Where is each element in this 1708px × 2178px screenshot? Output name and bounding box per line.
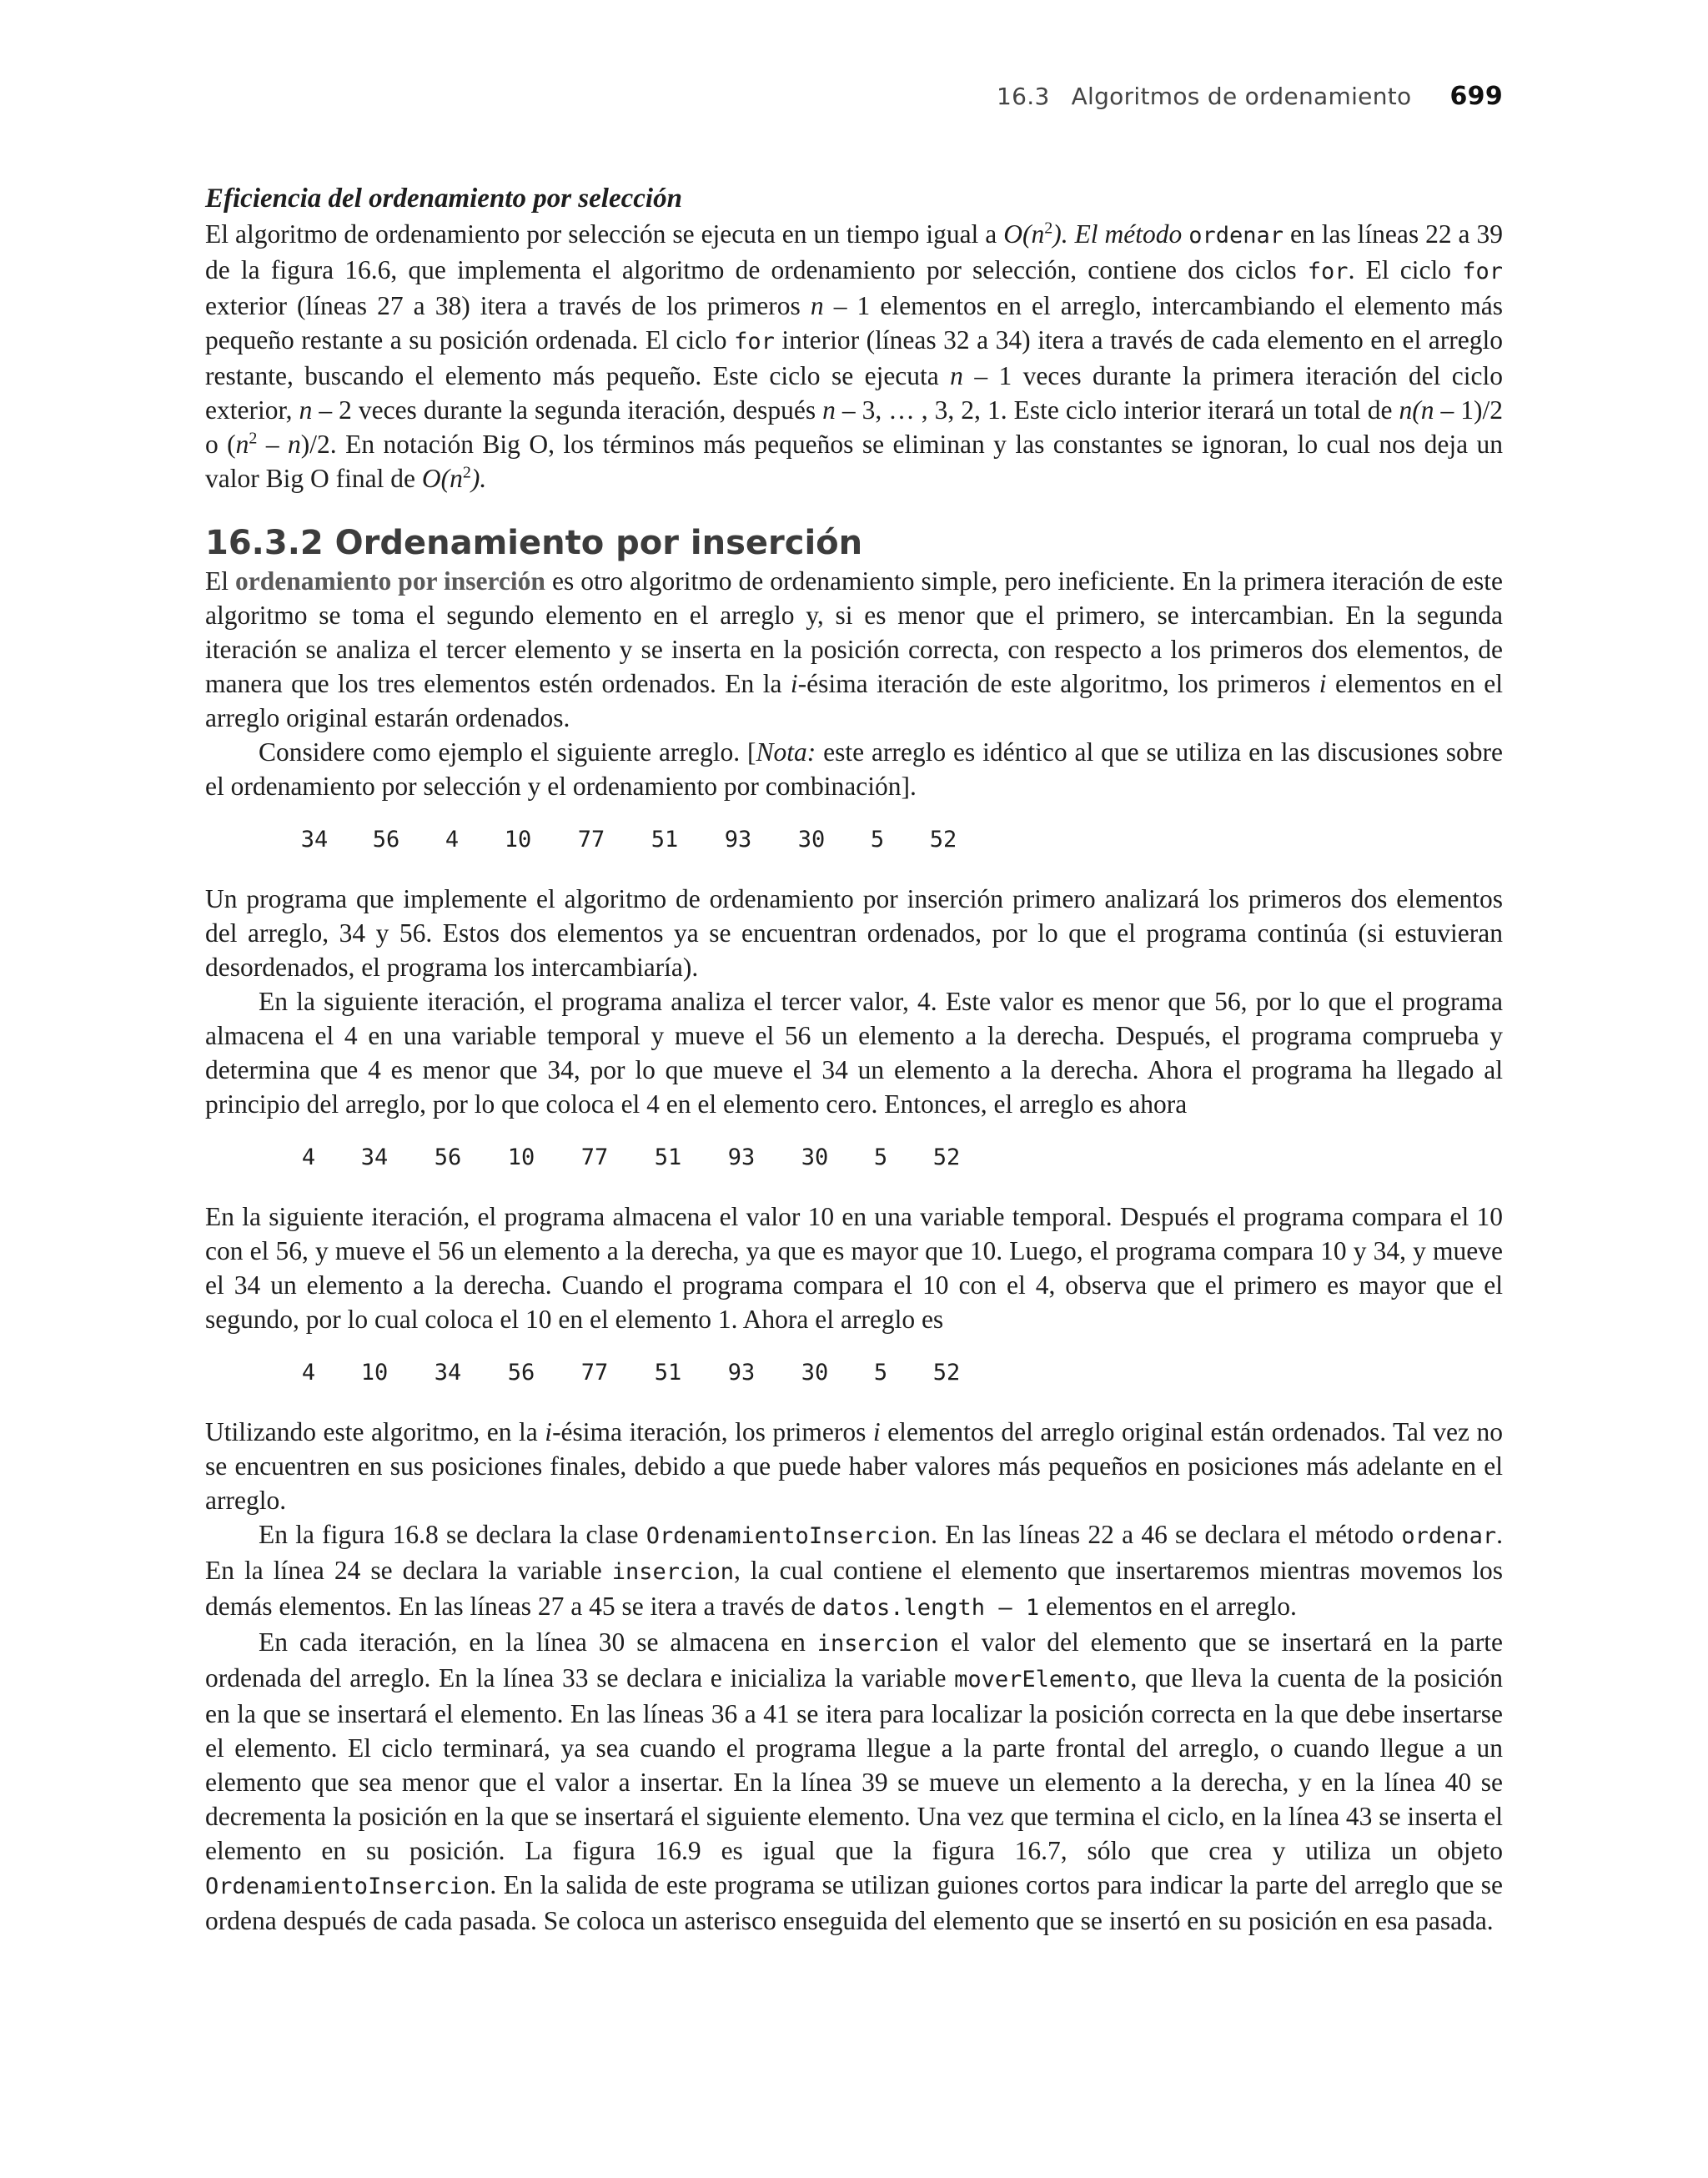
array-cell: 5 (870, 827, 885, 853)
array-cell: 30 (801, 1144, 829, 1170)
array-cell: 52 (932, 1360, 961, 1386)
array-cell: 51 (654, 1144, 682, 1170)
array-cell: 10 (360, 1360, 389, 1386)
array-cell: 30 (801, 1360, 829, 1386)
array-cell: 77 (580, 1144, 609, 1170)
array-cell: 30 (797, 827, 826, 853)
paragraph-selection-efficiency: El algoritmo de ordenamiento por selección se ejecuta en un tiempo igual a $O(n^2)$. El método ordenar en las líneas 22 a 39 de la figura 16.6, que implementa el algoritmo de ordenamiento por selección, contiene dos ciclos for. El ciclo for exterior (líneas 27 a 38) itera a través de los primeros n – 1 elementos en el arreglo, intercambiando el elemento más pequeño restante a su posición ordenada. El ciclo for interior (líneas 32 a 34) itera a través de cada elemento en el arreglo restante, buscando el elemento más pequeño. Este ciclo se ejecuta n – 1 veces durante la primera iteración del ciclo exterior, n – 2 veces durante la segunda iteración, después n – 3, … , 3, 2, 1. Este ciclo interior iterará un total de n(n – 1)/2 o $(n^2 - n)/2$. En notación Big O, los términos más pequeños se eliminan y las constantes se ignoran, lo cual nos deja un valor Big O final de $O(n^2)$. (205, 219, 1504, 493)
array-cell: 93 (727, 1360, 756, 1386)
key-term: ordenamiento por inserción (235, 566, 545, 596)
array-cell: 34 (300, 827, 329, 853)
paragraph-each-iteration: En cada iteración, en la línea 30 se almacena en insercion el valor del elemento que se insertará en la parte ordenada del arreglo. En la línea 33 se declara e inicializa la variable moverElemento, que lleva la cuenta de la posición en la que se insertará el elemento. En las líneas 36 a 41 se itera para localizar la posición correcta en la que debe insertarse el elemento. El ciclo terminará, ya sea cuando el programa llegue a la parte frontal del arreglo, o cuando llegue a un elemento que sea menor que el valor a insertar. En la línea 39 se mueve un elemento a la derecha, y en la línea 40 se decrementa la posición en la que se insertará el siguiente elemento. Una vez que termina el ciclo, en la línea 43 se inserta el elemento en su posición. La figura 16.9 es igual que la figura 16.7, sólo que crea y utiliza un objeto OrdenamientoInsercion. En la salida de este programa se utilizan guiones cortos para indicar la parte del arreglo que se ordena después de cada pasada. Se coloca un asterisco enseguida del elemento que se insertó en su posición en esa pasada. (205, 1627, 1503, 1935)
array-cell: 77 (580, 1360, 609, 1386)
array-cell: 56 (372, 827, 400, 853)
section-heading: 16.3.2 Ordenamiento por inserción (205, 524, 863, 562)
running-header (992, 82, 1503, 111)
paragraph-third-iteration: En la siguiente iteración, el programa almacena el valor 10 en una variable temporal. Después el programa compara el 10 con el 56, y mueve el 56 un elemento a la derecha, ya que es mayor que 10. Luego, el programa compara 10 y 34, y mueve el 34 un elemento a la derecha. Cuando el programa compara el 10 con el 4, observa que el primero es mayor que el segundo, por lo cual coloca el 10 en el elemento 1. Ahora el arreglo es (205, 1202, 1503, 1334)
paragraph-figure-16-8: En la figura 16.8 se declara la clase OrdenamientoInsercion. En las líneas 22 a 46 se declara el método ordenar. En la línea 24 se declara la variable insercion, la cual contiene el elemento que insertaremos mientras movemos los demás elementos. En las líneas 27 a 45 se itera a través de datos.length – 1 elementos en el arreglo. (205, 1520, 1504, 1621)
array-cell: 4 (445, 827, 460, 853)
subsection-heading: Eficiencia del ordenamiento por selección (205, 184, 682, 214)
array-cell: 10 (507, 1144, 535, 1170)
array-cell: 93 (727, 1144, 756, 1170)
array-cell: 52 (932, 1144, 961, 1170)
array-after-second (294, 1143, 1503, 1173)
array-cell: 56 (507, 1360, 535, 1386)
array-cell: 93 (724, 827, 752, 853)
paragraph-first-iteration: Un programa que implemente el algoritmo de ordenamiento por inserción primero analizará los primeros dos elementos del arreglo, 34 y 56. Estos dos elementos ya se encuentran ordenados, por lo que el programa continúa (si estuvieran desordenados, el programa los intercambiaría). (205, 884, 1503, 982)
header-section-number: 16.3 (997, 83, 1050, 110)
paragraph-second-iteration: En la siguiente iteración, el programa analiza el tercer valor, 4. Este valor es menor que 56, por lo que el programa almacena el 4 en una variable temporal y mueve el 56 un elemento a la derecha. Después, el programa comprueba y determina que 4 es menor que 34, por lo que mueve el 34 un elemento a la derecha. Ahora el programa ha llegado al principio del arreglo, por lo que coloca el 4 en el elemento cero. Entonces, el arreglo es ahora (205, 987, 1503, 1119)
array-cell: 10 (504, 827, 532, 853)
array-after-third (294, 1358, 1503, 1388)
array-cell: 52 (929, 827, 957, 853)
array-cell: 51 (651, 827, 679, 853)
array-cell: 5 (873, 1144, 888, 1170)
paragraph-example: Considere como ejemplo el siguiente arreglo. [Nota: este arreglo es idéntico al que se utiliza en las discusiones sobre el ordenamiento por selección y el ordenamiento por combinación]. (205, 737, 1503, 801)
array-cell: 77 (577, 827, 605, 853)
array-cell: 34 (434, 1360, 462, 1386)
array-initial (294, 825, 1503, 855)
paragraph-insertion-intro: El ordenamiento por inserción es otro algoritmo de ordenamiento simple, pero ineficiente. En la primera iteración de este algoritmo se toma el segundo elemento en el arreglo y, si es menor que el primero, se intercambian. En la segunda iteración se analiza el tercer elemento y se inserta en la posición correcta, con respecto a los primeros dos elementos, de manera que los tres elementos estén ordenados. En la i-ésima iteración de este algoritmo, los primeros i elementos en el arreglo original estarán ordenados. (205, 566, 1504, 732)
array-cell: 34 (360, 1144, 389, 1170)
header-section-title: Algoritmos de ordenamiento (1071, 83, 1412, 110)
array-cell: 51 (654, 1360, 682, 1386)
paragraph-ith-iteration: Utilizando este algoritmo, en la i-ésima iteración, los primeros i elementos del arreglo original están ordenados. Tal vez no se encuentren en sus posiciones finales, debido a que puede haber valores más pequeños en posiciones más adelante en el arreglo. (205, 1417, 1504, 1515)
array-cell: 4 (301, 1144, 316, 1170)
array-cell: 5 (873, 1360, 888, 1386)
array-cell: 56 (434, 1144, 462, 1170)
array-cell: 4 (301, 1360, 316, 1386)
page-number: 699 (1449, 82, 1503, 111)
page-body (205, 182, 1503, 1938)
